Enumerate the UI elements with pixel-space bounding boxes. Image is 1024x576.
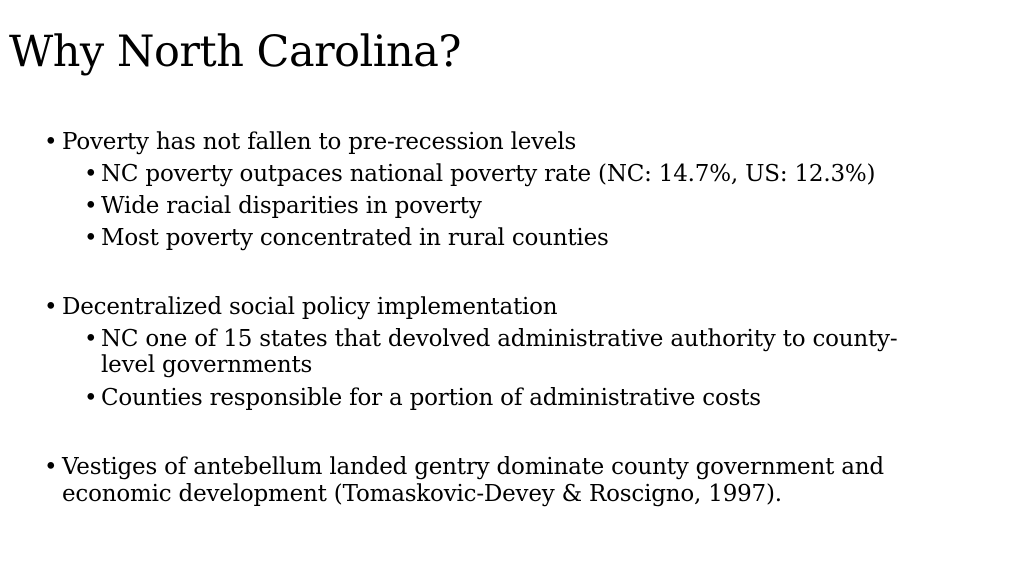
bullet-icon: • xyxy=(44,454,58,480)
bullet-icon: • xyxy=(84,326,98,352)
slide-title: Why North Carolina? xyxy=(9,27,461,77)
bullet-icon: • xyxy=(44,294,58,320)
sub-bullet-item: NC poverty outpaces national poverty rate (NC: 14.7%, US: 12.3%) xyxy=(101,161,876,187)
sub-bullet-item: Wide racial disparities in poverty xyxy=(101,193,482,219)
sub-bullet-item-line: NC one of 15 states that devolved administrative authority to county- xyxy=(101,326,898,352)
sub-bullet-item: Most poverty concentrated in rural counties xyxy=(101,225,609,251)
bullet-icon: • xyxy=(84,385,98,411)
sub-bullet-item-line: level governments xyxy=(101,352,313,378)
sub-bullet-item: Counties responsible for a portion of administrative costs xyxy=(101,385,761,411)
bullet-item-line: Vestiges of antebellum landed gentry dominate county government and xyxy=(62,454,884,480)
bullet-item-line: economic development (Tomaskovic-Devey & Roscigno, 1997). xyxy=(62,481,782,507)
bullet-icon: • xyxy=(84,161,98,187)
bullet-icon: • xyxy=(84,193,98,219)
bullet-icon: • xyxy=(84,225,98,251)
bullet-item: Poverty has not fallen to pre-recession levels xyxy=(62,129,577,155)
bullet-item: Decentralized social policy implementation xyxy=(62,294,558,320)
bullet-icon: • xyxy=(44,129,58,155)
